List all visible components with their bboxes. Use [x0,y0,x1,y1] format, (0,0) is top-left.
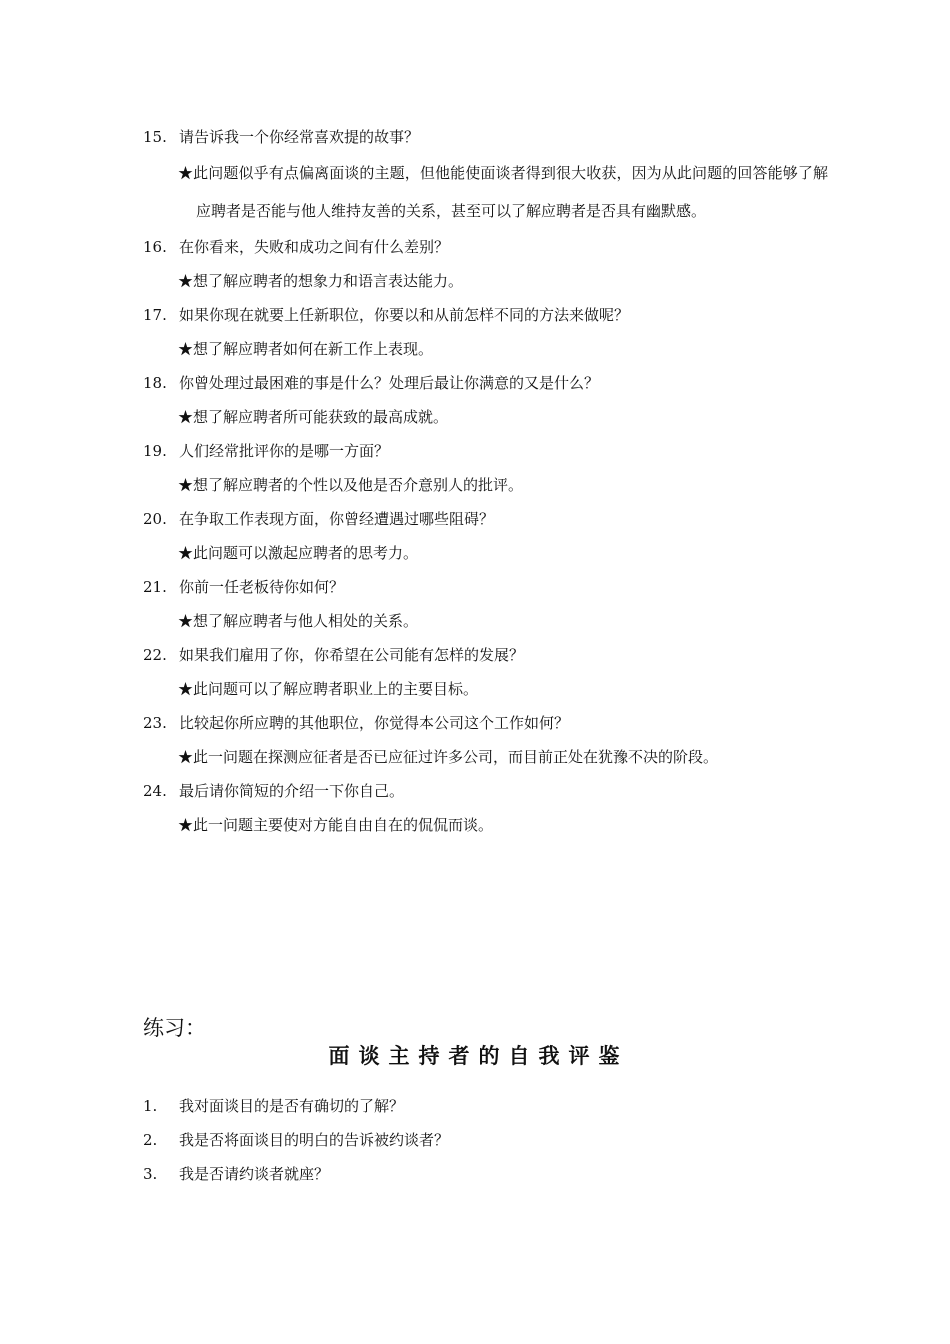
question-item [0,570,950,638]
question-explanation: ★此问题似乎有点偏离面谈的主题，但他能使面谈者得到很大收获，因为从此问题的回答能够了解应聘者是否能与他人维持友善的关系，甚至可以了解应聘者是否具有幽默感。 [178,164,828,220]
question-number: 19. [143,442,167,460]
question-explanation: ★此一问题在探测应征者是否已应征过许多公司，而目前正处在犹豫不决的阶段。 [178,748,719,766]
question-explanation: ★想了解应聘者如何在新工作上表现。 [178,340,434,358]
question-text: 人们经常批评你的是哪一方面？ [179,442,390,460]
checklist-item [0,1123,950,1157]
checklist-text: 我对面谈目的是否有确切的了解？ [179,1097,405,1115]
question-text: 最后请你简短的介绍一下你自己。 [179,782,405,800]
question-number: 17. [143,306,167,324]
question-number: 15. [143,128,167,146]
section-title: 面谈主持者的自我评鉴 [328,1044,629,1068]
question-line [0,120,950,154]
checklist-item [0,1089,950,1123]
question-explanation: ★此一问题主要使对方能自由自在的侃侃而谈。 [178,816,494,834]
question-number: 18. [143,374,167,392]
question-item [0,706,950,774]
question-item [0,230,950,298]
question-text: 你曾处理过最困难的事是什么？处理后最让你满意的又是什么？ [179,374,600,392]
question-item [0,120,950,230]
question-line [0,298,950,332]
question-number: 16. [143,238,167,256]
question-number: 23. [143,714,167,732]
question-line [0,774,950,808]
question-line [0,570,950,604]
question-item [0,774,950,842]
question-line [0,706,950,740]
question-line [0,230,950,264]
question-number: 22. [143,646,167,664]
question-number: 21. [143,578,167,596]
question-item [0,502,950,570]
question-number: 24. [143,782,167,800]
question-text: 请告诉我一个你经常喜欢提的故事？ [179,128,420,146]
interview-question-list [0,120,950,842]
question-explanation: ★想了解应聘者所可能获致的最高成就。 [178,408,449,426]
question-item [0,366,950,434]
question-text: 在争取工作表现方面，你曾经遭遇过哪些阻碍？ [179,510,495,528]
question-text: 如果你现在就要上任新职位，你要以和从前怎样不同的方法来做呢？ [179,306,630,324]
checklist-item [0,1157,950,1191]
checklist-number: 2. [143,1131,158,1149]
question-line [0,638,950,672]
question-text: 你前一任老板待你如何？ [179,578,345,596]
question-line [0,434,950,468]
self-evaluation-checklist [0,1089,950,1191]
question-line [0,502,950,536]
question-item [0,638,950,706]
question-item [0,298,950,366]
question-text: 如果我们雇用了你，你希望在公司能有怎样的发展？ [179,646,525,664]
question-explanation: ★此问题可以了解应聘者职业上的主要目标。 [178,680,479,698]
question-number: 20. [143,510,167,528]
checklist-text: 我是否请约谈者就座？ [179,1165,330,1183]
checklist-text: 我是否将面谈目的明白的告诉被约谈者？ [179,1131,450,1149]
question-explanation: ★想了解应聘者的个性以及他是否介意别人的批评。 [178,476,524,494]
checklist-number: 1. [143,1097,158,1115]
question-text: 比较起你所应聘的其他职位，你觉得本公司这个工作如何？ [179,714,570,732]
checklist-number: 3. [143,1165,158,1183]
question-explanation: ★想了解应聘者的想象力和语言表达能力。 [178,272,464,290]
question-explanation: ★此问题可以激起应聘者的思考力。 [178,544,419,562]
exercise-label: 练习： [143,1016,206,1040]
question-text: 在你看来，失败和成功之间有什么差别？ [179,238,450,256]
question-line [0,366,950,400]
question-item [0,434,950,502]
question-explanation: ★想了解应聘者与他人相处的关系。 [178,612,419,630]
